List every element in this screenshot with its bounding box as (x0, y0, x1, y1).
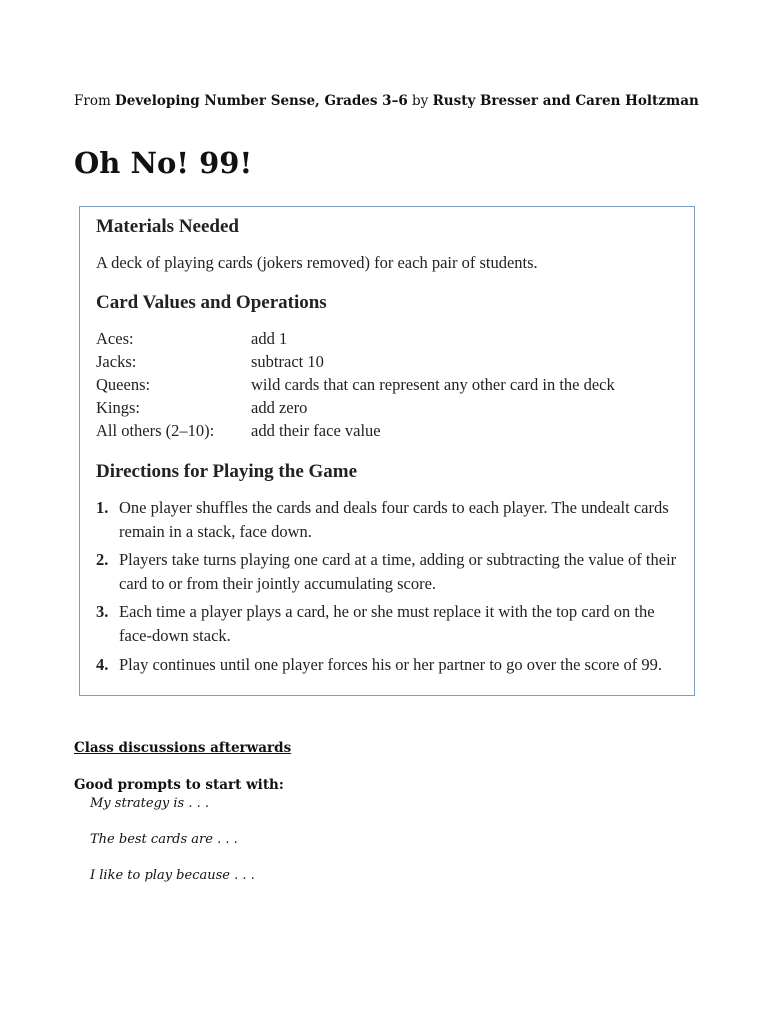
materials-heading: Materials Needed (96, 216, 239, 237)
card-operation: wild cards that can represent any other card in the deck (251, 375, 615, 394)
card-operation: add zero (251, 398, 308, 417)
direction-item (96, 600, 681, 648)
direction-number: 4. (96, 655, 109, 674)
direction-text: Play continues until one player forces his or her partner to go over the score of 99. (119, 655, 662, 674)
prompt-item: The best cards are . . . (90, 832, 238, 847)
card-name: Jacks: (96, 352, 137, 371)
book-title: Developing Number Sense, Grades 3–6 (115, 93, 408, 109)
direction-number: 1. (96, 498, 109, 517)
direction-item (96, 496, 681, 544)
page-title: Oh No! 99! (74, 146, 253, 180)
game-rules-box (79, 206, 695, 696)
card-name: Kings: (96, 398, 141, 417)
citation-prefix: From (74, 93, 116, 109)
card-operation: add 1 (251, 329, 288, 348)
direction-number: 2. (96, 550, 109, 569)
prompt-item: My strategy is . . . (90, 796, 209, 811)
materials-text: A deck of playing cards (jokers removed) for each pair of students. (96, 253, 538, 272)
citation-by: by (407, 93, 433, 109)
direction-text: Players take turns playing one card at a time, adding or subtracting the value of their card to or from their jointly accumulating score. (119, 550, 677, 593)
prompt-item: I like to play because . . . (90, 868, 255, 883)
source-citation (74, 93, 699, 109)
direction-item (96, 653, 681, 677)
authors: Rusty Bresser and Caren Holtzman (432, 93, 699, 109)
prompts-heading: Good prompts to start with: (74, 777, 284, 793)
direction-text: Each time a player plays a card, he or she must replace it with the top card on the face-down stack. (119, 602, 655, 645)
direction-item (96, 548, 681, 596)
card-values-heading: Card Values and Operations (96, 292, 327, 313)
card-operation: subtract 10 (251, 352, 324, 371)
direction-number: 3. (96, 602, 109, 621)
card-operation: add their face value (251, 421, 381, 440)
discussion-heading: Class discussions afterwards (74, 740, 292, 756)
directions-heading: Directions for Playing the Game (96, 461, 358, 482)
card-name: Aces: (96, 329, 134, 348)
direction-text: One player shuffles the cards and deals four cards to each player. The undealt cards remain in a stack, face down. (119, 498, 669, 541)
card-name: All others (2–10): (96, 421, 215, 440)
card-name: Queens: (96, 375, 151, 394)
